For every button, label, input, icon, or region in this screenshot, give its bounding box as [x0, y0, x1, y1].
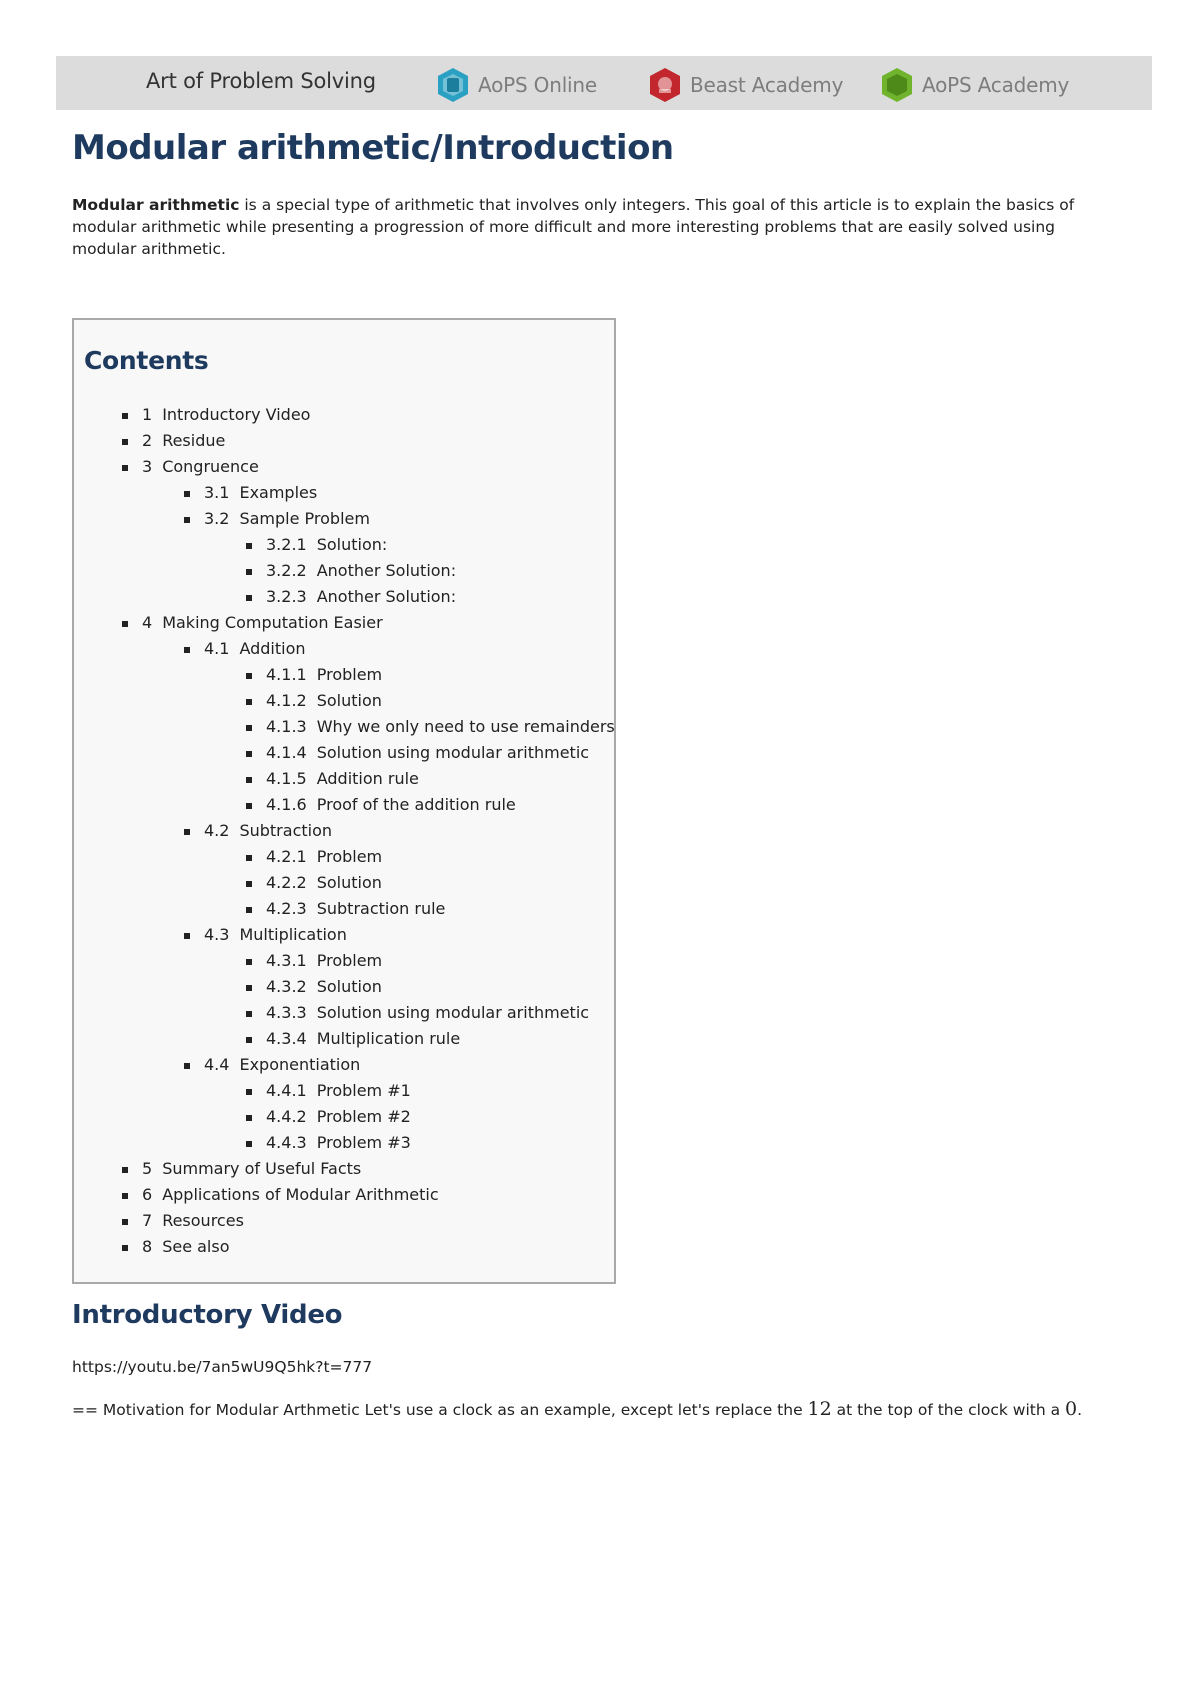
toc-item[interactable]	[74, 974, 615, 1000]
toc-item-number: 8	[142, 1237, 153, 1256]
intro-text: is a special type of arithmetic that involves only integers. This goal of this article is to explain the basics of modular arithmetic while presenting a progression of more difficult and more interesting problems that are easily solved using modular arithmetic.	[72, 196, 1075, 258]
math-zero: 0	[1065, 1398, 1078, 1420]
motivation-paragraph	[72, 1398, 1082, 1420]
toc-item[interactable]	[74, 506, 615, 532]
toc-item-number: 4.3.3	[266, 1003, 307, 1022]
toc-item-number: 3.1	[204, 483, 230, 502]
toc-item-number: 3	[142, 457, 153, 476]
aops-academy-link[interactable]	[880, 66, 1069, 104]
intro-term: Modular arithmetic	[72, 196, 240, 214]
toc-item-label: Proof of the addition rule	[316, 795, 516, 814]
toc-item-number: 4.1.3	[266, 717, 307, 736]
toc-item-number: 4.1.5	[266, 769, 307, 788]
toc-title: Contents	[84, 346, 209, 375]
toc-item[interactable]	[74, 1000, 615, 1026]
toc-item[interactable]	[74, 454, 615, 480]
table-of-contents	[72, 318, 616, 1284]
toc-item-label: Solution:	[316, 535, 388, 554]
aops-online-link[interactable]	[436, 66, 597, 104]
toc-item[interactable]	[74, 428, 615, 454]
toc-item-number: 4.3.4	[266, 1029, 307, 1048]
math-twelve: 12	[807, 1398, 832, 1420]
toc-item-label: Addition	[239, 639, 306, 658]
toc-item[interactable]	[74, 610, 615, 636]
toc-item-number: 4.2	[204, 821, 230, 840]
toc-list	[74, 402, 615, 1260]
toc-item-number: 4.1.4	[266, 743, 307, 762]
toc-item-number: 1	[142, 405, 153, 424]
beast-academy-logo-icon	[648, 66, 682, 104]
toc-item-label: Subtraction	[239, 821, 333, 840]
toc-item-number: 4.1.1	[266, 665, 307, 684]
toc-item-number: 4.1	[204, 639, 230, 658]
toc-item[interactable]	[74, 844, 615, 870]
toc-item[interactable]	[74, 636, 615, 662]
toc-item-label: Sample Problem	[239, 509, 370, 528]
toc-item-number: 3.2.2	[266, 561, 307, 580]
toc-item-label: Solution	[316, 977, 382, 996]
beast-academy-link[interactable]	[648, 66, 843, 104]
motivation-text-end: .	[1077, 1401, 1083, 1419]
toc-item-number: 3.2.1	[266, 535, 307, 554]
toc-item[interactable]	[74, 402, 615, 428]
toc-item-label: Making Computation Easier	[162, 613, 383, 632]
toc-item[interactable]	[74, 818, 615, 844]
toc-item[interactable]	[74, 1104, 615, 1130]
toc-item[interactable]	[74, 714, 615, 740]
toc-item-label: Addition rule	[316, 769, 419, 788]
toc-item-label: Solution	[316, 691, 382, 710]
toc-item[interactable]	[74, 688, 615, 714]
toc-item[interactable]	[74, 922, 615, 948]
toc-item-number: 5	[142, 1159, 153, 1178]
toc-item-number: 3.2	[204, 509, 230, 528]
toc-item-label: Multiplication rule	[316, 1029, 461, 1048]
toc-item[interactable]	[74, 1182, 615, 1208]
toc-item-label: Another Solution:	[316, 587, 457, 606]
toc-item-number: 4.1.6	[266, 795, 307, 814]
brand-link[interactable]: Art of Problem Solving	[146, 69, 376, 93]
intro-paragraph	[72, 194, 1112, 260]
toc-item[interactable]	[74, 1052, 615, 1078]
toc-item-label: Examples	[239, 483, 318, 502]
toc-item-number: 6	[142, 1185, 153, 1204]
toc-item-label: Multiplication	[239, 925, 347, 944]
toc-item[interactable]	[74, 792, 615, 818]
toc-item-label: Problem #2	[316, 1107, 411, 1126]
toc-item-label: Subtraction rule	[316, 899, 446, 918]
toc-item[interactable]	[74, 1156, 615, 1182]
page-title: Modular arithmetic/Introduction	[72, 128, 674, 168]
toc-item[interactable]	[74, 532, 615, 558]
toc-item-label: Residue	[162, 431, 226, 450]
toc-item[interactable]	[74, 558, 615, 584]
toc-item-number: 4.4.2	[266, 1107, 307, 1126]
toc-item-number: 4.2.2	[266, 873, 307, 892]
aops-online-label: AoPS Online	[478, 73, 597, 97]
toc-item[interactable]	[74, 766, 615, 792]
toc-item[interactable]	[74, 1208, 615, 1234]
toc-item-number: 4.1.2	[266, 691, 307, 710]
toc-item-label: Problem	[316, 847, 383, 866]
toc-item-number: 4.2.1	[266, 847, 307, 866]
toc-item-number: 7	[142, 1211, 153, 1230]
toc-item-label: Problem	[316, 665, 383, 684]
toc-item-label: Problem	[316, 951, 383, 970]
toc-item-label: Congruence	[162, 457, 259, 476]
toc-item-label: Introductory Video	[162, 405, 311, 424]
toc-item-label: Problem #1	[316, 1081, 411, 1100]
toc-item[interactable]	[74, 480, 615, 506]
toc-item-label: Applications of Modular Arithmetic	[162, 1185, 439, 1204]
toc-item-number: 4.4.1	[266, 1081, 307, 1100]
toc-item-label: Another Solution:	[316, 561, 457, 580]
toc-item[interactable]	[74, 948, 615, 974]
toc-item-label: Solution using modular arithmetic	[316, 743, 590, 762]
toc-item-label: Summary of Useful Facts	[162, 1159, 362, 1178]
aops-academy-logo-icon	[880, 66, 914, 104]
toc-item-number: 4.2.3	[266, 899, 307, 918]
aops-online-logo-icon	[436, 66, 470, 104]
toc-item-number: 4.4	[204, 1055, 230, 1074]
toc-item-label: Why we only need to use remainders	[316, 717, 615, 736]
toc-item-number: 2	[142, 431, 153, 450]
toc-item-label: Solution	[316, 873, 382, 892]
toc-item-label: Exponentiation	[239, 1055, 361, 1074]
motivation-text-mid: at the top of the clock with a	[831, 1401, 1066, 1419]
toc-item-label: Resources	[162, 1211, 244, 1230]
toc-item[interactable]	[74, 896, 615, 922]
toc-item[interactable]	[74, 1234, 615, 1260]
toc-item[interactable]	[74, 1026, 615, 1052]
toc-item[interactable]	[74, 662, 615, 688]
beast-academy-label: Beast Academy	[690, 73, 844, 97]
toc-item-number: 4.3.2	[266, 977, 307, 996]
toc-item[interactable]	[74, 870, 615, 896]
toc-item-label: Problem #3	[316, 1133, 411, 1152]
aops-academy-label: AoPS Academy	[922, 73, 1070, 97]
toc-item-number: 4.3	[204, 925, 230, 944]
toc-item-number: 4.4.3	[266, 1133, 307, 1152]
toc-item-number: 3.2.3	[266, 587, 307, 606]
site-header-bar	[56, 56, 1152, 110]
toc-item-label: Solution using modular arithmetic	[316, 1003, 590, 1022]
toc-item[interactable]	[74, 1130, 615, 1156]
toc-item[interactable]	[74, 1078, 615, 1104]
toc-item-label: See also	[162, 1237, 230, 1256]
toc-item[interactable]	[74, 584, 615, 610]
motivation-text-start: == Motivation for Modular Arthmetic Let's use a clock as an example, except let's replace the	[72, 1401, 808, 1419]
toc-item[interactable]	[74, 740, 615, 766]
toc-item-number: 4.3.1	[266, 951, 307, 970]
toc-item-number: 4	[142, 613, 153, 632]
video-link[interactable]: https://youtu.be/7an5wU9Q5hk?t=777	[72, 1358, 373, 1376]
section-title-introductory-video: Introductory Video	[72, 1300, 343, 1330]
